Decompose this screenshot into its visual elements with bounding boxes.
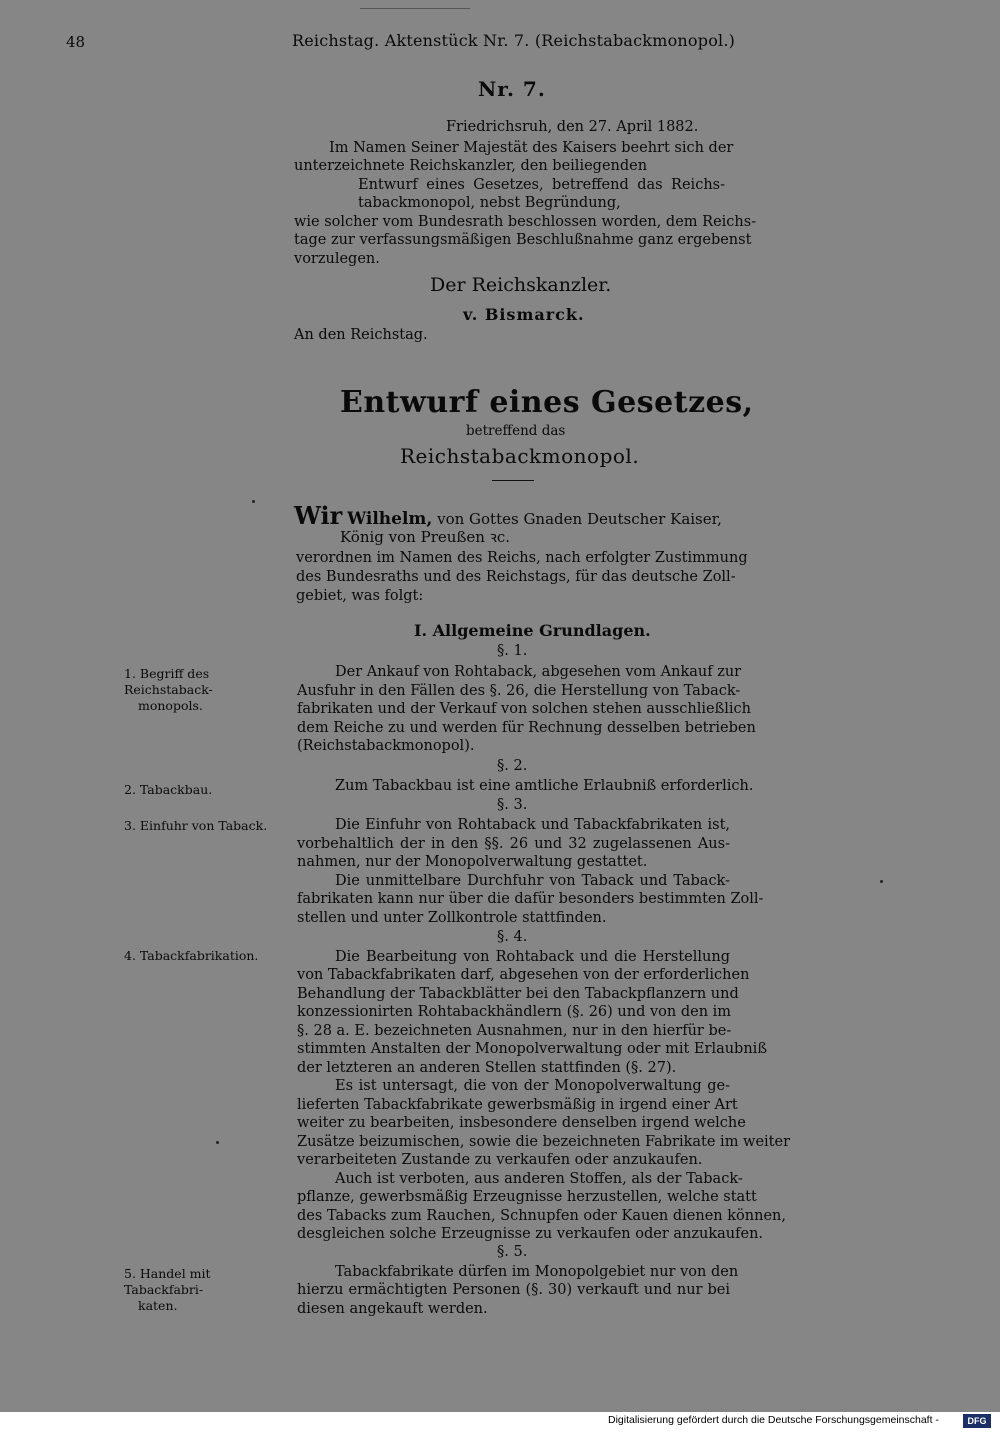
margin-note-line: 4. Tabackfabrikation.	[124, 948, 259, 963]
letter-line: Entwurf eines Gesetzes, betreffend das Reichs-	[358, 177, 725, 193]
margin-note-line: 1. Begriff des Reichstaback-	[124, 666, 213, 697]
preamble-line-1	[294, 501, 722, 530]
paragraph-line: der letzteren an anderen Stellen stattfinden (§. 27).	[297, 1060, 677, 1076]
paragraph-line: fabrikaten und der Verkauf von solchen stehen ausschließlich	[297, 701, 752, 717]
draft-subject: Reichstabackmonopol.	[400, 444, 640, 468]
running-title: Reichstag. Aktenstück Nr. 7. (Reichstabackmonopol.)	[292, 31, 736, 50]
paragraph-number: §. 2.	[497, 758, 528, 774]
paragraph-line: diesen angekauft werden.	[297, 1301, 488, 1317]
margin-note	[124, 818, 292, 834]
draft-title: Entwurf eines Gesetzes,	[340, 385, 754, 420]
paragraph-line: (Reichstabackmonopol).	[297, 738, 475, 754]
paragraph-line: konzessionirten Rohtabackhändlern (§. 26) und von den im	[297, 1004, 732, 1020]
section-heading: I. Allgemeine Grundlagen.	[414, 621, 651, 640]
place-date: Friedrichsruh, den 27. April 1882.	[446, 119, 699, 135]
paragraph-line: Behandlung der Tabackblätter bei den Tabackpflanzern und	[297, 986, 739, 1002]
paragraph-number: §. 1.	[497, 643, 528, 659]
paragraph-line: nahmen, nur der Monopolverwaltung gestattet.	[297, 854, 648, 870]
preamble-text-line: verordnen im Namen des Reichs, nach erfolgter Zustimmung	[296, 550, 748, 566]
paragraph-line: Es ist untersagt, die von der Monopolverwaltung ge-	[335, 1078, 730, 1094]
paragraph-line: Zum Tabackbau ist eine amtliche Erlaubniß erforderlich.	[335, 778, 754, 794]
title-rule	[492, 480, 534, 481]
paragraph-line: weiter zu bearbeiten, insbesondere denselben irgend welche	[297, 1115, 746, 1131]
paragraph-number: §. 5.	[497, 1244, 528, 1260]
letter-line: tage zur verfassungsmäßigen Beschlußnahme ganz ergebenst	[294, 232, 752, 248]
paragraph-line: lieferten Tabackfabrikate gewerbsmäßig in irgend einer Art	[297, 1097, 738, 1113]
margin-note	[124, 948, 292, 964]
preamble-line-2: König von Preußen ꝛc.	[340, 528, 511, 546]
dfg-logo: DFG	[963, 1414, 991, 1428]
paragraph-line: Die Einfuhr von Rohtaback und Tabackfabrikaten ist,	[335, 817, 730, 833]
paragraph-line: desgleichen solche Erzeugnisse zu verkaufen oder anzukaufen.	[297, 1226, 764, 1242]
paragraph-line: Die unmittelbare Durchfuhr von Taback und Taback-	[335, 873, 730, 889]
margin-note-line: monopols.	[138, 698, 203, 713]
paragraph-line: stellen und unter Zollkontrole stattfinden.	[297, 910, 607, 926]
margin-note	[124, 1266, 292, 1314]
paragraph-line: vorbehaltlich der in den §§. 26 und 32 zugelassenen Aus-	[297, 836, 730, 852]
margin-note	[124, 782, 292, 798]
margin-note-line: 2. Tabackbau.	[124, 782, 213, 797]
margin-note-line: 3. Einfuhr von Taback.	[124, 818, 268, 833]
scan-speck	[252, 500, 255, 503]
signature-title: Der Reichskanzler.	[430, 274, 612, 296]
paragraph-line: hierzu ermächtigten Personen (§. 30) verkauft und nur bei	[297, 1282, 730, 1298]
letter-line: vorzulegen.	[294, 251, 380, 267]
paragraph-line: Der Ankauf von Rohtaback, abgesehen vom Ankauf zur	[335, 664, 742, 680]
letter-line: unterzeichnete Reichskanzler, den beiliegenden	[294, 158, 648, 174]
paragraph-line: verarbeiteten Zustande zu verkaufen oder anzukaufen.	[297, 1152, 703, 1168]
paragraph-line: Zusätze beizumischen, sowie die bezeichneten Fabrikate im weiter	[297, 1134, 791, 1150]
paragraph-line: pflanze, gewerbsmäßig Erzeugnisse herzustellen, welche statt	[297, 1189, 757, 1205]
page-number: 48	[66, 33, 86, 51]
paragraph-number: §. 4.	[497, 929, 528, 945]
addressee: An den Reichstag.	[294, 327, 428, 343]
margin-note-line: katen.	[138, 1298, 178, 1313]
scan-speck	[216, 1141, 219, 1144]
paragraph-line: des Tabacks zum Rauchen, Schnupfen oder Kauen dienen können,	[297, 1208, 786, 1224]
margin-note	[124, 666, 292, 714]
preamble-text-line: des Bundesraths und des Reichstags, für das deutsche Zoll-	[296, 569, 736, 585]
paragraph-line: §. 28 a. E. bezeichneten Ausnahmen, nur in den hierfür be-	[297, 1023, 732, 1039]
paragraph-line: fabrikaten kann nur über die dafür besonders bestimmten Zoll-	[297, 891, 764, 907]
paragraph-line: von Tabackfabrikaten darf, abgesehen von der erforderlichen	[297, 967, 750, 983]
scan-speck	[880, 880, 883, 883]
preamble-wilhelm: Wilhelm,	[347, 509, 433, 529]
letter-line: tabackmonopol, nebst Begründung,	[358, 195, 621, 211]
margin-note-line: 5. Handel mit Tabackfabri-	[124, 1266, 211, 1297]
paragraph-number: §. 3.	[497, 797, 528, 813]
paragraph-line: stimmten Anstalten der Monopolverwaltung oder mit Erlaubniß	[297, 1041, 768, 1057]
draft-concerning: betreffend das	[466, 423, 566, 439]
signature-name: v. Bismarck.	[463, 305, 585, 324]
paragraph-line: Ausfuhr in den Fällen des §. 26, die Herstellung von Taback-	[297, 683, 741, 699]
paragraph-line: Die Bearbeitung von Rohtaback und die Herstellung	[335, 949, 730, 965]
header-rule	[360, 8, 470, 9]
paragraph-line: Tabackfabrikate dürfen im Monopolgebiet nur von den	[335, 1264, 739, 1280]
preamble-text-line: gebiet, was folgt:	[296, 588, 424, 604]
preamble-line-1-rest: von Gottes Gnaden Deutscher Kaiser,	[437, 510, 722, 528]
paragraph-line: dem Reiche zu und werden für Rechnung desselben betrieben	[297, 720, 756, 736]
digitization-credit: Digitalisierung gefördert durch die Deutsche Forschungsgemeinschaft -	[608, 1414, 939, 1426]
preamble-wir: Wir	[294, 501, 343, 530]
letter-line: wie solcher vom Bundesrath beschlossen worden, dem Reichs-	[294, 214, 757, 230]
paragraph-line: Auch ist verboten, aus anderen Stoffen, als der Taback-	[335, 1171, 743, 1187]
document-number: Nr. 7.	[478, 77, 546, 101]
letter-line: Im Namen Seiner Majestät des Kaisers beehrt sich der	[329, 140, 734, 156]
